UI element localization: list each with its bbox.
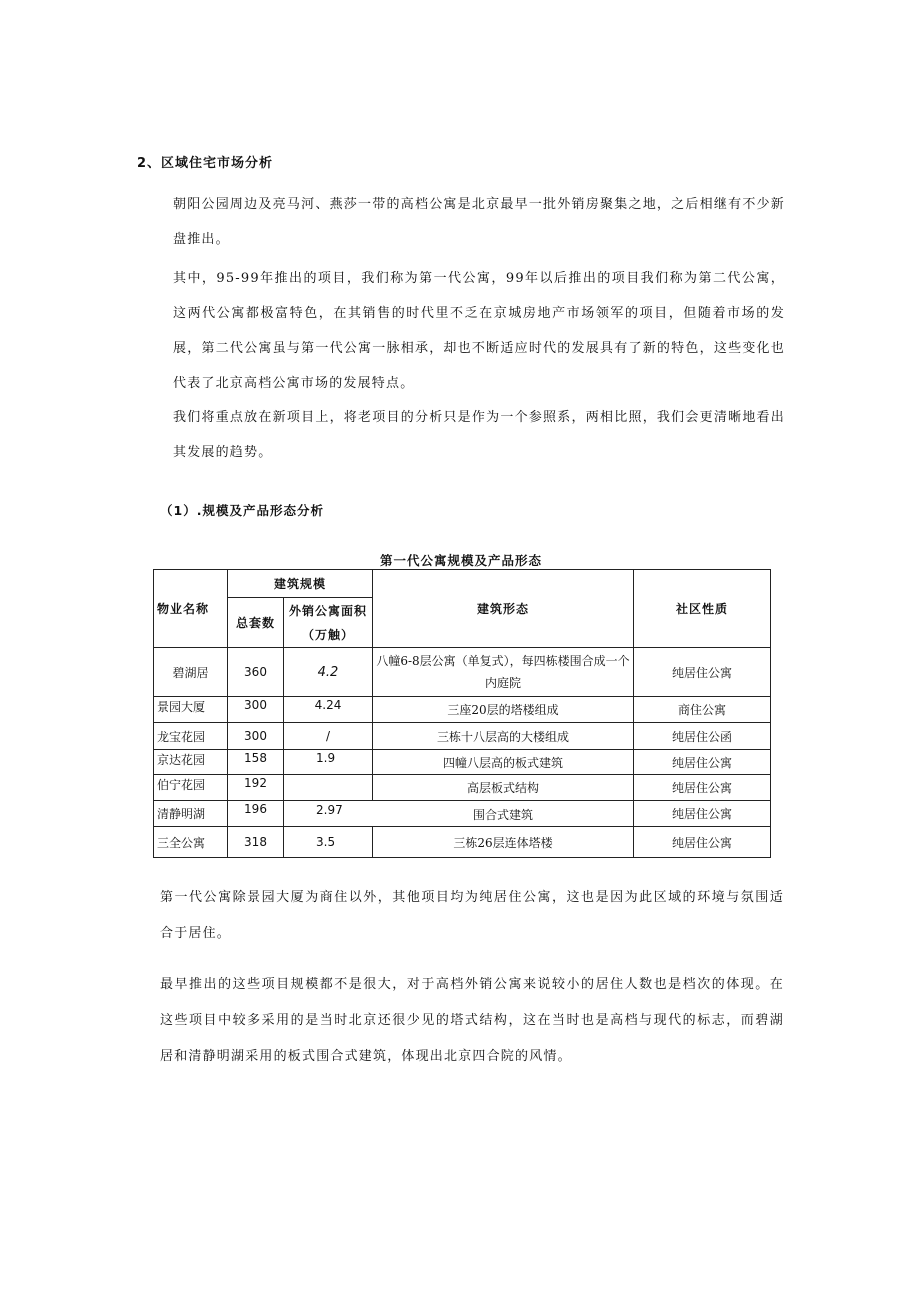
- header-name: 物业名称: [154, 570, 228, 648]
- paragraph-after-2: 最早推出的这些项目规模都不是很大，对于高档外销公寓来说较小的居住人数也是档次的体现。在这些项目中较多采用的是当时北京还很少见的塔式结构，这在当时也是高档与现代的标志，而碧湖居和清静明湖采用的板式围合式建筑，体现出北京四合院的风情。: [160, 977, 784, 1064]
- cell-nature: 纯居住公寓: [634, 648, 771, 697]
- apartment-table: [153, 569, 771, 858]
- table-row: [154, 723, 771, 750]
- cell-nature: 纯居住公函: [634, 723, 771, 750]
- header-total-units: 总套数: [228, 598, 284, 648]
- cell-nature: 商住公寓: [634, 697, 771, 723]
- paragraph-2: 其中，95-99年推出的项目，我们称为第一代公寓，99年以后推出的项目我们称为第二代公寓，这两代公寓都极富特色，在其销售的时代里不乏在京城房地产市场领军的项目，但随着市场的发展，第二代公寓虽与第一代公寓一脉相承，却也不断适应时代的发展具有了新的特色，这些变化也代表了北京高档公寓市场的发展特点。: [173, 271, 785, 391]
- cell-name: 碧湖居: [154, 648, 228, 697]
- cell-name: 伯宁花园: [154, 775, 228, 801]
- table-row: [154, 648, 771, 697]
- cell-name: 京达花园: [154, 750, 228, 775]
- cell-name: 清静明湖: [154, 801, 228, 827]
- paragraph-after-1: 第一代公寓除景园大厦为商住以外，其他项目均为纯居住公寓，这也是因为此区域的环境与氛围适合于居住。: [160, 890, 784, 941]
- cell-units: 158: [228, 750, 284, 775]
- cell-form: 三栋十八层高的大楼组成: [373, 723, 634, 750]
- header-form: 建筑形态: [373, 570, 634, 648]
- cell-units: 300: [228, 697, 284, 723]
- cell-form: 高层板式结构: [373, 775, 634, 801]
- cell-nature: 纯居住公寓: [634, 775, 771, 801]
- section-title: 2、区域住宅市场分析: [137, 156, 274, 171]
- cell-units: 318: [228, 827, 284, 858]
- cell-area: 4.2: [284, 648, 373, 697]
- cell-form: 围合式建筑: [473, 808, 534, 822]
- table-row: [154, 775, 771, 801]
- cell-nature: 纯居住公寓: [634, 801, 771, 827]
- header-nature: 社区性质: [634, 570, 771, 648]
- cell-area: [284, 775, 373, 801]
- cell-area: /: [284, 723, 373, 750]
- cell-form: 三座20层的塔楼组成: [373, 697, 634, 723]
- cell-units: 192: [228, 775, 284, 801]
- cell-area: 3.5: [284, 827, 373, 858]
- cell-form: 八幢6-8层公寓（单复式），每四栋楼围合成一个内庭院: [373, 648, 634, 697]
- cell-area: 2.97: [316, 803, 343, 817]
- cell-units: 360: [228, 648, 284, 697]
- cell-units: 196: [228, 801, 284, 827]
- paragraph-3: 我们将重点放在新项目上，将老项目的分析只是作为一个参照系，两相比照，我们会更清晰地看出其发展的趋势。: [173, 410, 785, 460]
- cell-area: 4.24: [284, 697, 373, 723]
- paragraph-1: 朝阳公园周边及亮马河、燕莎一带的高档公寓是北京最早一批外销房聚集之地，之后相继有不少新盘推出。: [173, 197, 785, 247]
- table-row: [154, 697, 771, 723]
- cell-area: 1.9: [284, 750, 373, 775]
- table-caption: 第一代公寓规模及产品形态: [379, 553, 542, 568]
- cell-nature: 纯居住公寓: [634, 750, 771, 775]
- header-area: 外销公寓面积（万触）: [284, 598, 373, 648]
- header-scale: 建筑规模: [228, 570, 373, 598]
- cell-name: 景园大厦: [154, 697, 228, 723]
- cell-name: 龙宝花园: [154, 723, 228, 750]
- cell-area-form-merged: [284, 801, 634, 827]
- cell-units: 300: [228, 723, 284, 750]
- cell-form: 三栋26层连体塔楼: [373, 827, 634, 858]
- table-row: [154, 801, 771, 827]
- subsection-title: （1）.规模及产品形态分析: [160, 503, 324, 518]
- cell-nature: 纯居住公寓: [634, 827, 771, 858]
- table-row: [154, 750, 771, 775]
- cell-form: 四幢八层高的板式建筑: [373, 750, 634, 775]
- cell-name: 三全公寓: [154, 827, 228, 858]
- table-row: [154, 827, 771, 858]
